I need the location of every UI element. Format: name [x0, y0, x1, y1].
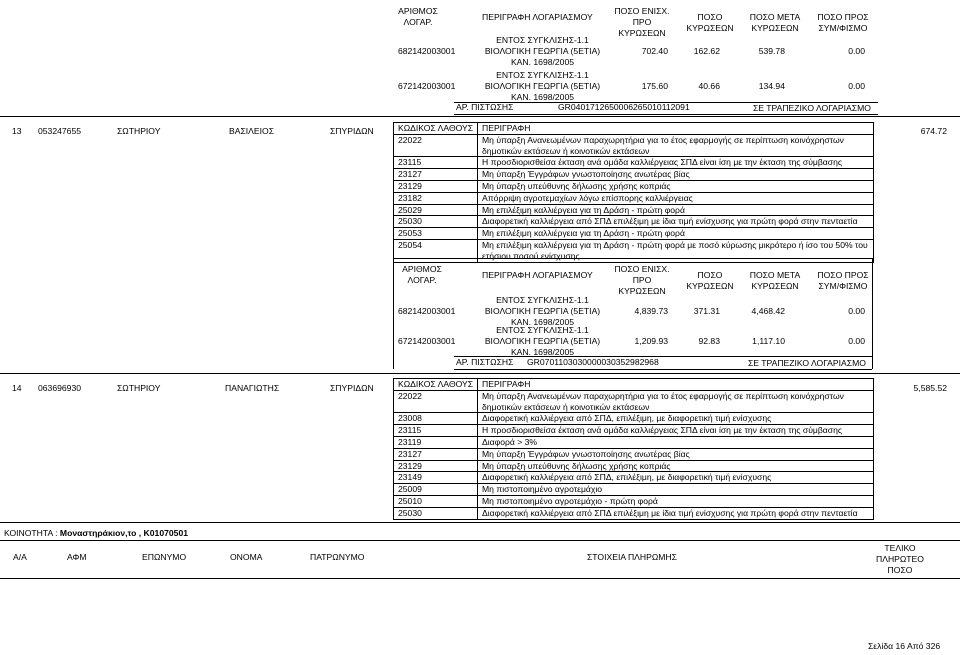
col-header-error-code: ΚΩΔΙΚΟΣ ΛΑΘΟΥΣ: [394, 123, 478, 135]
first-name: ΒΑΣΙΛΕΙΟΣ: [229, 126, 275, 136]
error-row: [394, 157, 874, 169]
col-aa: Α/Α: [13, 552, 27, 562]
errors-header-row: [394, 123, 874, 135]
error-code: 25029: [394, 204, 478, 216]
error-row: [394, 134, 874, 157]
amount-offset: 0.00: [848, 306, 865, 316]
first-name: ΠΑΝΑΓΙΩΤΗΣ: [225, 383, 280, 393]
error-row: [394, 472, 874, 484]
afm: 063696930: [38, 383, 82, 393]
col-header-error-desc: ΠΕΡΙΓΡΑΦΗ: [478, 379, 874, 391]
divider: [454, 356, 872, 357]
account-description: ΕΝΤΟΣ ΣΥΓΚΛΙΣΗΣ-1.1 ΒΙΟΛΟΓΙΚΗ ΓΕΩΡΓΙΑ (5ΕΤΙΑ) ΚΑΝ. 1698/2005: [484, 35, 601, 67]
error-row: [394, 495, 874, 507]
col-final-amount: ΤΕΛΙΚΟ ΠΛΗΡΩΤΕΟ ΠΟΣΟ: [876, 543, 924, 575]
record-number: 14: [12, 383, 22, 393]
account-number: 672142003001: [398, 81, 456, 91]
error-row: [394, 484, 874, 496]
error-description: Μη επιλέξιμη καλλιέργεια για τη Δράση - πρώτη φορά με ποσό κύρωσης μικρότερο ή ίσο του 50% του ετήσιου ποσού ενίσχυσης: [478, 239, 874, 262]
amount: 40.66: [698, 81, 720, 91]
col-header-amount-after: ΠΟΣΟ ΜΕΤΑ ΚΥΡΩΣΕΩΝ: [749, 270, 801, 291]
total-amount: 674.72: [920, 126, 947, 136]
error-code: 23119: [394, 436, 478, 448]
error-description: Μη ύπαρξη Ανανεωμένων παραχωρητήρια για το έτος εφαρμογής σε περίπτωση κοινόχρηστων δημοτικών εκτάσεων ή κοινοτικών εκτάσεων: [478, 134, 874, 157]
error-description: Διαφορετική καλλιέργεια από ΣΠΔ επιλέξιμη με ίδια τιμή ενίσχυσης για πρώτη φορά στην πενταετία: [478, 216, 874, 228]
account-number: 682142003001: [398, 46, 456, 56]
col-header-account-desc: ΠΕΡΙΓΡΑΦΗ ΛΟΓΑΡΙΑΣΜΟΥ: [482, 12, 593, 22]
error-description: Διαφορετική καλλιέργεια από ΣΠΔ, επιλέξιμη, με διαφορετική τιμή ενίσχυσης: [478, 472, 874, 484]
row-separator: [0, 522, 960, 523]
row-separator: [0, 116, 960, 117]
account-description: ΕΝΤΟΣ ΣΥΓΚΛΙΣΗΣ-1.1 ΒΙΟΛΟΓΙΚΗ ΓΕΩΡΓΙΑ (5ΕΤΙΑ) ΚΑΝ. 1698/2005: [484, 325, 601, 357]
col-header-amount-offset: ΠΟΣΟ ΠΡΟΣ ΣΥΜ/ΦΙΣΜΟ: [817, 270, 869, 291]
record-number: 13: [12, 126, 22, 136]
credit-label: ΑΡ. ΠΙΣΤΩΣΗΣ: [456, 102, 514, 112]
amount-after: 134.94: [758, 81, 785, 91]
error-row: [394, 448, 874, 460]
amount-offset: 0.00: [848, 336, 865, 346]
amount: 371.31: [693, 306, 720, 316]
error-description: Μη επιλέξιμη καλλιέργεια για τη Δράση - πρώτη φορά: [478, 204, 874, 216]
error-code: 25030: [394, 507, 478, 519]
error-row: [394, 204, 874, 216]
col-patronym: ΠΑΤΡΩΝΥΜΟ: [310, 552, 365, 562]
error-code: 25054: [394, 239, 478, 262]
error-row: [394, 507, 874, 519]
errors-table: [393, 378, 874, 520]
error-code: 23129: [394, 180, 478, 192]
error-code: 25030: [394, 216, 478, 228]
amount-after: 1,117.10: [752, 336, 785, 346]
error-code: 25009: [394, 484, 478, 496]
col-header-error-code: ΚΩΔΙΚΟΣ ΛΑΘΟΥΣ: [394, 379, 478, 391]
columns-bottom-line: [0, 578, 960, 579]
patronym: ΣΠΥΡΙΔΩΝ: [330, 126, 374, 136]
amount-aid: 175.60: [641, 81, 668, 91]
error-row: [394, 192, 874, 204]
divider: [454, 369, 872, 370]
error-code: 23149: [394, 472, 478, 484]
col-header-account-no: ΑΡΙΘΜΟΣ ΛΟΓΑΡ.: [398, 6, 438, 27]
error-row: [394, 436, 874, 448]
col-header-amount-offset: ΠΟΣΟ ΠΡΟΣ ΣΥΜ/ΦΙΣΜΟ: [817, 12, 869, 33]
error-description: Απόρριψη αγροτεμαχίων λόγω επίσπορης καλλιέργειας: [478, 192, 874, 204]
page-number: Σελίδα 16 Από 326: [868, 641, 941, 651]
error-code: 23115: [394, 157, 478, 169]
error-description: Μη ύπαρξη υπεύθυνης δήλωσης χρήσης κοπριάς: [478, 180, 874, 192]
amount: 92.83: [698, 336, 720, 346]
surname: ΣΩΤΗΡΙΟΥ: [117, 383, 161, 393]
amount-offset: 0.00: [848, 81, 865, 91]
error-row: [394, 228, 874, 240]
community-value: Μοναστηράκιον,το , Κ01070501: [59, 528, 189, 538]
account-number: 672142003001: [398, 336, 456, 346]
columns-top-line: [0, 540, 960, 541]
error-code: 23127: [394, 448, 478, 460]
error-row: [394, 413, 874, 425]
col-header-error-desc: ΠΕΡΙΓΡΑΦΗ: [478, 123, 874, 135]
error-row: [394, 460, 874, 472]
divider: [454, 114, 878, 115]
iban: GR0701103030000030352982968: [527, 357, 659, 367]
error-row: [394, 180, 874, 192]
credit-note: ΣΕ ΤΡΑΠΕΖΙΚΟ ΛΟΓΑΡΙΑΣΜΟ: [748, 358, 866, 368]
afm: 053247655: [38, 126, 82, 136]
error-code: 23127: [394, 169, 478, 181]
error-description: Μη πιστοποιημένο αγροτεμάχιο: [478, 484, 874, 496]
col-header-account-no: ΑΡΙΘΜΟΣ ΛΟΓΑΡ.: [402, 264, 442, 285]
error-code: 23129: [394, 460, 478, 472]
error-code: 23008: [394, 413, 478, 425]
error-row: [394, 169, 874, 181]
total-amount: 5,585.52: [913, 383, 947, 393]
error-code: 23115: [394, 425, 478, 437]
error-row: [394, 390, 874, 413]
col-header-amount: ΠΟΣΟ ΚΥΡΩΣΕΩΝ: [686, 12, 734, 33]
col-header-account-desc: ΠΕΡΙΓΡΑΦΗ ΛΟΓΑΡΙΑΣΜΟΥ: [482, 270, 593, 280]
col-header-amount-after: ΠΟΣΟ ΜΕΤΑ ΚΥΡΩΣΕΩΝ: [749, 12, 801, 33]
error-code: 23182: [394, 192, 478, 204]
account-description: ΕΝΤΟΣ ΣΥΓΚΛΙΣΗΣ-1.1 ΒΙΟΛΟΓΙΚΗ ΓΕΩΡΓΙΑ (5ΕΤΙΑ) ΚΑΝ. 1698/2005: [484, 70, 601, 102]
error-description: Διαφορετική καλλιέργεια από ΣΠΔ, επιλέξιμη, με διαφορετική τιμή ενίσχυσης: [478, 413, 874, 425]
errors-table: [393, 122, 874, 263]
errors-header-row: [394, 379, 874, 391]
col-header-amount-aid: ΠΟΣΟ ΕΝΙΣΧ. ΠΡΟ ΚΥΡΩΣΕΩΝ: [614, 6, 670, 38]
amount-after: 539.78: [758, 46, 785, 56]
col-afm: ΑΦΜ: [67, 552, 87, 562]
account-number: 682142003001: [398, 306, 456, 316]
col-header-amount-aid: ΠΟΣΟ ΕΝΙΣΧ. ΠΡΟ ΚΥΡΩΣΕΩΝ: [614, 264, 670, 296]
patronym: ΣΠΥΡΙΔΩΝ: [330, 383, 374, 393]
error-description: Μη πιστοποιημένο αγροτεμάχιο - πρώτη φορά: [478, 495, 874, 507]
error-code: 22022: [394, 134, 478, 157]
col-surname: ΕΠΩΝΥΜΟ: [142, 552, 187, 562]
amount-aid: 702.40: [641, 46, 668, 56]
error-code: 22022: [394, 390, 478, 413]
error-code: 25053: [394, 228, 478, 240]
community-line: [4, 528, 188, 539]
amount-aid: 1,209.93: [634, 336, 668, 346]
col-header-amount: ΠΟΣΟ ΚΥΡΩΣΕΩΝ: [686, 270, 734, 291]
amount-offset: 0.00: [848, 46, 865, 56]
error-description: Μη ύπαρξη Έγγράφων γνωστοποίησης ανωτέρας βίας: [478, 169, 874, 181]
error-description: Μη επιλέξιμη καλλιέργεια για τη Δράση - πρώτη φορά: [478, 228, 874, 240]
account-description: ΕΝΤΟΣ ΣΥΓΚΛΙΣΗΣ-1.1 ΒΙΟΛΟΓΙΚΗ ΓΕΩΡΓΙΑ (5ΕΤΙΑ) ΚΑΝ. 1698/2005: [484, 295, 601, 327]
error-description: Μη ύπαρξη υπεύθυνης δήλωσης χρήσης κοπριάς: [478, 460, 874, 472]
credit-label: ΑΡ. ΠΙΣΤΩΣΗΣ: [456, 357, 514, 367]
amount-after: 4,468.42: [751, 306, 785, 316]
error-description: Μη ύπαρξη Έγγράφων γνωστοποίησης ανωτέρας βίας: [478, 448, 874, 460]
error-row: [394, 216, 874, 228]
error-description: Διαφορετική καλλιέργεια από ΣΠΔ επιλέξιμη με ίδια τιμή ενίσχυσης για πρώτη φορά στην πενταετία: [478, 507, 874, 519]
error-row: [394, 425, 874, 437]
row-separator: [0, 373, 960, 374]
community-label: ΚΟΙΝΟΤΗΤΑ :: [4, 528, 58, 538]
surname: ΣΩΤΗΡΙΟΥ: [117, 126, 161, 136]
error-code: 25010: [394, 495, 478, 507]
col-payment: ΣΤΟΙΧΕΙΑ ΠΛΗΡΩΜΗΣ: [587, 552, 677, 562]
error-description: Διαφορά > 3%: [478, 436, 874, 448]
error-description: Η προσδιορισθείσα έκταση ανά ομάδα καλλιέργειας ΣΠΔ είναι ίση με την έκταση της σύμβασης: [478, 425, 874, 437]
col-name: ΟΝΟΜΑ: [230, 552, 263, 562]
amount-aid: 4,839.73: [634, 306, 668, 316]
error-description: Μη ύπαρξη Ανανεωμένων παραχωρητήρια για το έτος εφαρμογής σε περίπτωση κοινόχρηστων δημοτικών εκτάσεων ή κοινοτικών εκτάσεων: [478, 390, 874, 413]
error-description: Η προσδιορισθείσα έκταση ανά ομάδα καλλιέργειας ΣΠΔ είναι ίση με την έκταση της σύμβασης: [478, 157, 874, 169]
iban: GR0401712650006265010112091: [558, 102, 690, 112]
credit-note: ΣΕ ΤΡΑΠΕΖΙΚΟ ΛΟΓΑΡΙΑΣΜΟ: [753, 103, 871, 113]
amount: 162.62: [693, 46, 720, 56]
